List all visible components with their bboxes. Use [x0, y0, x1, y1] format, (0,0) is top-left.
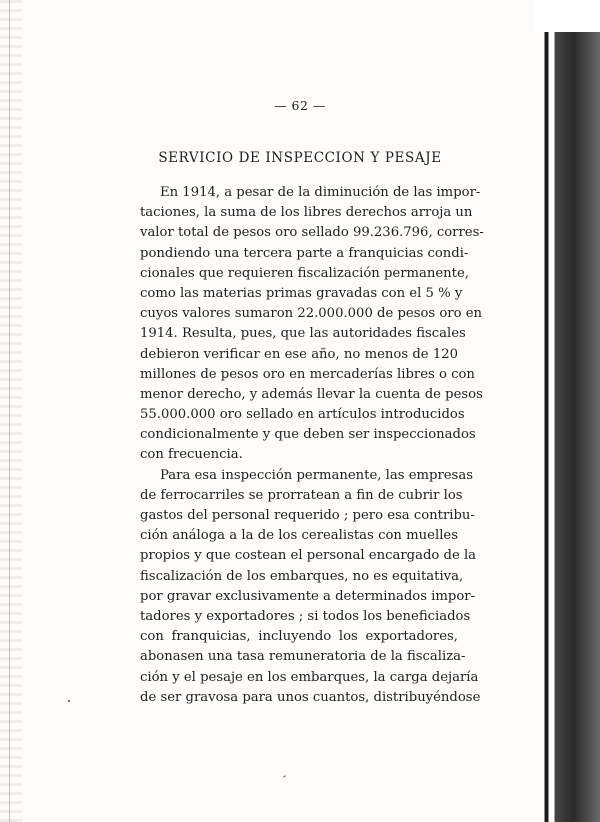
text-line: como las materias primas gravadas con el 5 % y [140, 285, 463, 301]
scan-speck [283, 775, 286, 778]
text-line: ción análoga a la de los cerealistas con muelles [140, 528, 458, 544]
text-line: pondiendo una tercera parte a franquicias condi- [140, 245, 469, 261]
text-line: Para esa inspección permanente, las empresas [160, 467, 473, 483]
text-line: de ser gravosa para unos cuantos, distribuyéndose [140, 689, 481, 705]
text-line: tadores y exportadores ; si todos los beneficiados [140, 608, 471, 624]
text-line: 1914. Resulta, pues, que las autoridades fiscales [140, 326, 466, 342]
paragraph-1 [140, 183, 484, 466]
page-number: — 62 — [274, 98, 326, 113]
text-line: condicionalmente y que deben ser inspeccionados [140, 427, 476, 443]
paragraph-2 [140, 466, 481, 708]
text-line: 55.000.000 oro sellado en artículos introducidos [140, 407, 465, 423]
right-page-edge [534, 0, 600, 822]
left-gutter [0, 0, 22, 822]
section-title: SERVICIO DE INSPECCION Y PESAJE [158, 150, 442, 166]
text-line: ción y el pesaje en los embarques, la carga dejaría [140, 669, 479, 685]
text-line: En 1914, a pesar de la diminución de las impor- [160, 185, 481, 200]
text-line: gastos del personal requerido ; pero esa contribu- [140, 508, 475, 523]
text-line: menor derecho, y además llevar la cuenta de pesos [140, 386, 483, 402]
body-text [140, 183, 484, 708]
text-line: propios y que costean el personal encargado de la [140, 548, 477, 564]
text-line: con franquicias, incluyendo los exportadores, [140, 629, 458, 645]
text-line: de ferrocarriles se prorratean a fin de cubrir los [140, 487, 463, 503]
scan-speck [68, 700, 70, 702]
text-line: valor total de pesos oro sellado 99.236.796, corres- [140, 225, 484, 241]
text-line: abonasen una tasa remuneratoria de la fiscaliza- [140, 649, 466, 665]
text-line: millones de pesos oro en mercaderías libres o con [140, 366, 475, 382]
text-line: por gravar exclusivamente a determinados impor- [140, 588, 476, 604]
text-line: fiscalización de los embarques, no es equitativa, [140, 568, 464, 584]
text-line: debieron verificar en ese año, no menos de 120 [140, 346, 458, 362]
text-line: taciones, la suma de los libres derechos arroja un [140, 205, 473, 221]
text-line: cuyos valores sumaron 22.000.000 de pesos oro en [140, 306, 483, 322]
top-right-margin [534, 0, 600, 32]
text-line: cionales que requieren fiscalización permanente, [140, 265, 469, 281]
text-line: con frecuencia. [140, 447, 243, 463]
